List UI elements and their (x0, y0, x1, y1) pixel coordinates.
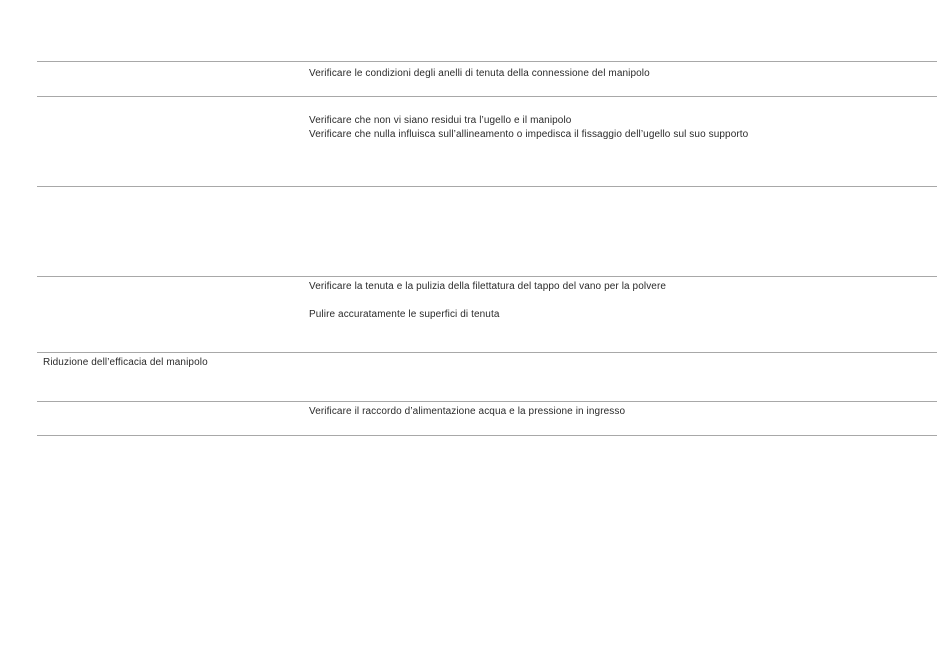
action-text: Verificare che nulla influisca sull’allineamento o impedisca il fissaggio dell’ugello sul suo supporto (309, 129, 749, 140)
table-row (37, 186, 937, 276)
action-text: Verificare le condizioni degli anelli di tenuta della connessione del manipolo (309, 68, 650, 79)
action-cell (309, 280, 666, 322)
action-text: Verificare il raccordo d’alimentazione acqua e la pressione in ingresso (309, 406, 626, 417)
table-row (37, 96, 937, 186)
action-text: Pulire accuratamente le superfici di tenuta (309, 309, 500, 320)
action-cell (309, 114, 748, 142)
table-row (37, 61, 937, 96)
troubleshooting-table (37, 61, 937, 436)
action-text: Verificare la tenuta e la pulizia della filettatura del tappo del vano per la polvere (309, 281, 667, 292)
problem-cell: Riduzione dell’efficacia del manipolo (43, 357, 208, 368)
table-row (37, 276, 937, 352)
table-row (37, 401, 937, 436)
action-cell (309, 67, 650, 81)
action-text: Verificare che non vi siano residui tra l’ugello e il manipolo (309, 115, 572, 126)
action-cell (309, 405, 625, 419)
table-row (37, 352, 937, 401)
